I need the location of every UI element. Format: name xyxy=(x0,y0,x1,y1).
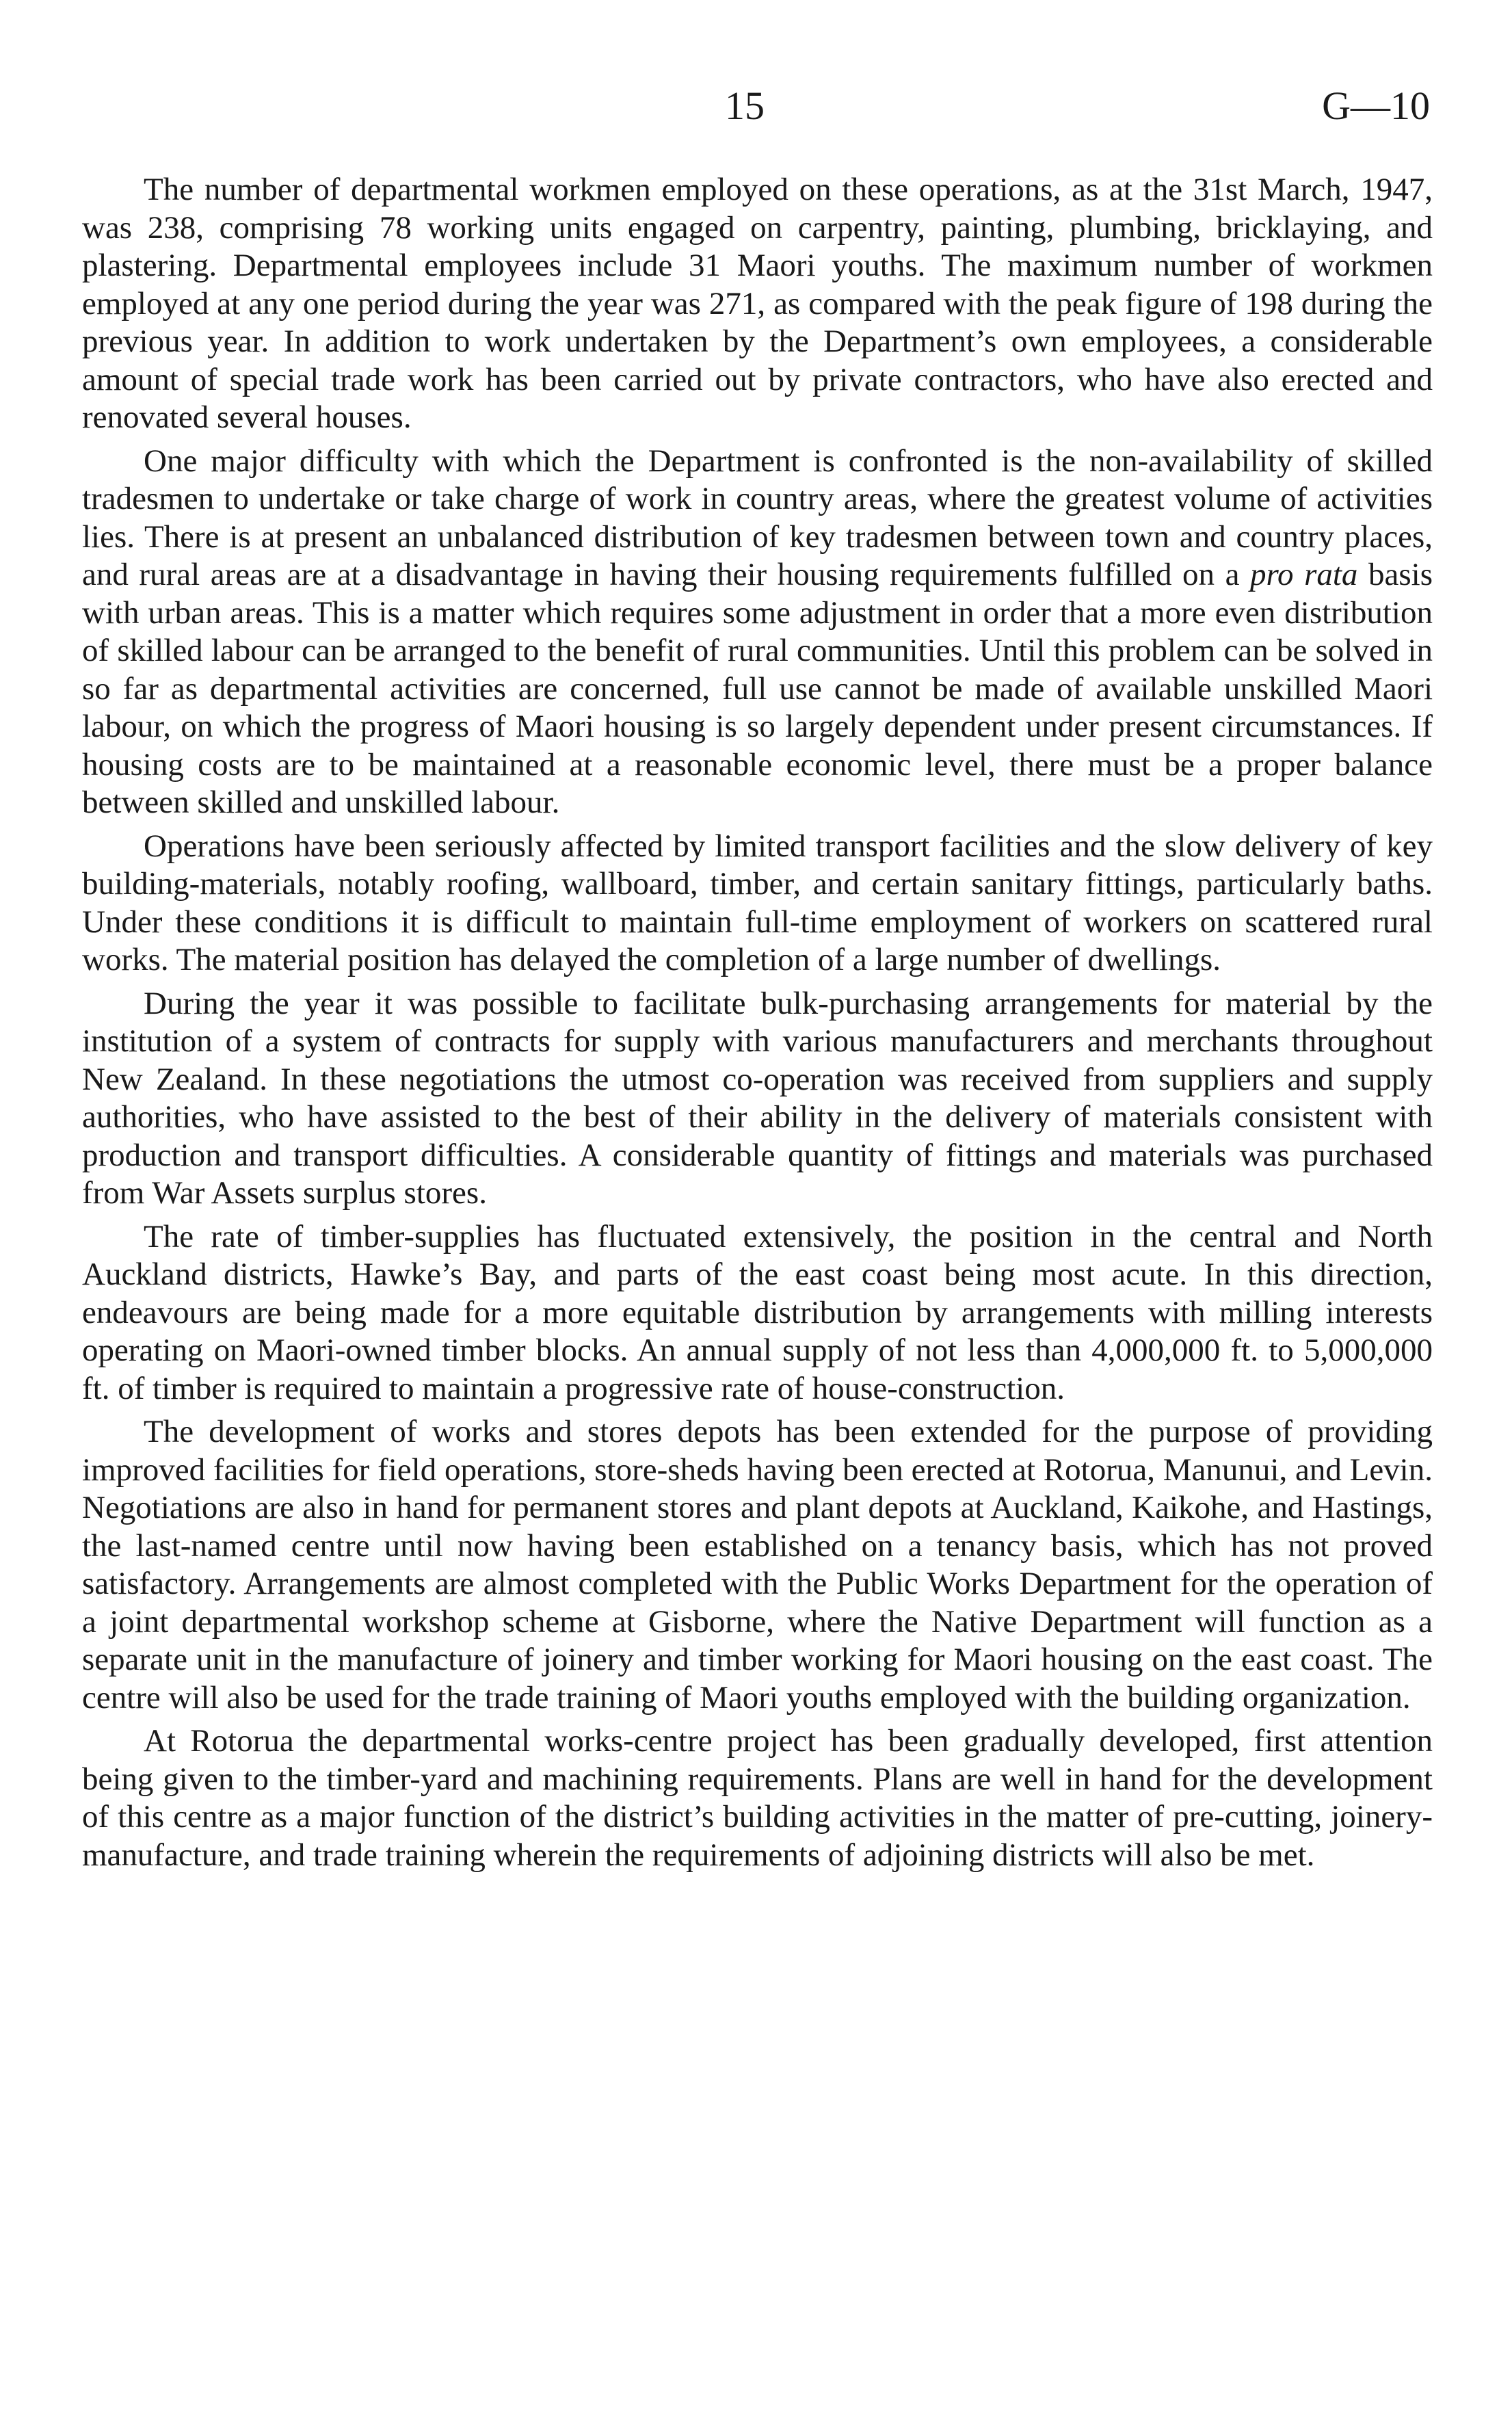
paragraph-skilled-tradesmen xyxy=(82,443,1433,822)
paragraph-bulk-purchasing: During the year it was possible to facilitate bulk-purchasing arrangements for material by the institution of a system of contracts for supply with various manufacturers and merchants throughout New Zealand. In these negotiations the utmost co-operation was received from suppliers and supply authorities, who have assisted to the best of their ability in the delivery of materials consistent with production and transport difficulties. A considerable quantity of fittings and materials was purchased from War Assets surplus stores. xyxy=(82,985,1433,1211)
paragraph-workmen-employed: The number of departmental workmen employed on these operations, as at the 31st March, 1947, was 238, comprising 78 working units engaged on carpentry, painting, plumbing, bricklaying, and plastering. Departmental employees include 31 Maori youths. The maximum number of workmen employed at any one period during the year was 271, as compared with the peak figure of 198 during the previous year. In addition to work undertaken by the Department’s own employees, a considerable amount of special trade work has been carried out by private contractors, who have also erected and renovated several houses. xyxy=(82,172,1433,435)
italic-phrase: pro rata xyxy=(1249,557,1358,592)
paragraph-works-depots: The development of works and stores depots has been extended for the purpose of providing improved facilities for field operations, store-sheds having been erected at Rotorua, Manunui, and Levin. Negotiations are also in hand for permanent stores and plant depots at Auckland, Kaikohe, and Hastings, the last-named centre until now having been established on a tenancy basis, which has not proved satisfactory. Arrangements are almost completed with the Public Works Department for the operation of a joint departmental workshop scheme at Gisborne, where the Native Department will function as a separate unit in the manufacture of joinery and timber working for Maori housing on the east coast. The centre will also be used for the trade training of Maori youths employed with the building organization. xyxy=(82,1414,1433,1716)
page-number: 15 xyxy=(725,83,765,128)
paragraph-transport-facilities: Operations have been seriously affected by limited transport facilities and the slow delivery of key building-materials, notably roofing, wallboard, timber, and certain sanitary fittings, particularly baths. Under these conditions it is difficult to maintain full-time employment of workers on scattered rural works. The material position has delayed the completion of a large number of dwellings. xyxy=(82,828,1433,977)
paragraph-text: basis with urban areas. This is a matter which requires some adjustment in order that a more even distribution of skilled labour can be arranged to the benefit of rural communities. Until this problem can be solved in so far as departmental activities are concerned, full use cannot be made of available unskilled Maori labour, on which the progress of Maori housing is so largely dependent under present circumstances. If housing costs are to be maintained at a reasonable economic level, there must be a proper balance between skilled and unskilled labour. xyxy=(82,557,1433,820)
report-code: G—10 xyxy=(1322,83,1430,128)
paragraph-timber-supplies: The rate of timber-supplies has fluctuated extensively, the position in the central and North Auckland districts, Hawke’s Bay, and parts of the east coast being most acute. In this direction, endeavours are being made for a more equitable distribution by arrangements with milling interests operating on Maori-owned timber blocks. An annual supply of not less than 4,000,000 ft. to 5,000,000 ft. of timber is required to maintain a progressive rate of house-construction. xyxy=(82,1218,1433,1406)
body-text xyxy=(82,171,1433,1880)
paragraph-text: One major difficulty with which the Department is confronted is the non-availability of skilled tradesmen to undertake or take charge of work in country areas, where the greatest volume of activities lies. There is at present an unbalanced distribution of key tradesmen between town and country places, and rural areas are at a disadvantage in having their housing requirements fulfilled on a xyxy=(82,443,1433,592)
paragraph-rotorua-centre: At Rotorua the departmental works-centre project has been gradually developed, first attention being given to the timber-yard and machining requirements. Plans are well in hand for the development of this centre as a major function of the district’s building activities in the matter of pre-cutting, joinery-manufacture, and trade training wherein the requirements of adjoining districts will also be met. xyxy=(82,1723,1433,1873)
